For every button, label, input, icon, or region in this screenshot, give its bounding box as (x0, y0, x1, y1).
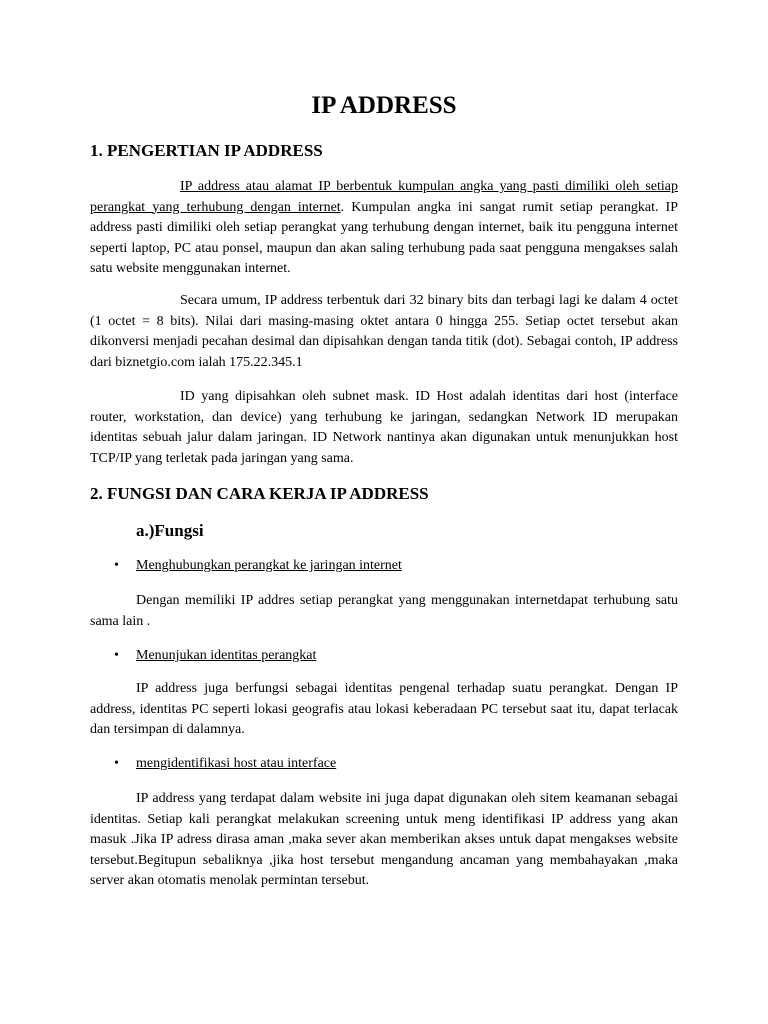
definition-continuation: . Kumpulan angka ini sangat rumit setiap perangkat. IP address pasti dimiliki oleh setiap perangkat yang terhubung dengan internet, baik itu pengguna internet seperti laptop, PC atau ponsel, maupun dan akan saling terhubung pada saat pengguna mengakses salah satu website menggunakan internet. (90, 199, 678, 276)
document-title: IP ADDRESS (311, 92, 457, 119)
bullet-icon: • (114, 756, 119, 771)
bullet-label: Menunjukan identitas perangkat (136, 648, 317, 663)
section-heading-pengertian: 1. PENGERTIAN IP ADDRESS (90, 141, 323, 160)
list-item (114, 646, 316, 666)
section-heading-fungsi: 2. FUNGSI DAN CARA KERJA IP ADDRESS (90, 484, 429, 503)
subheading-fungsi: a.)Fungsi (136, 521, 204, 540)
paragraph-ip-structure: Secara umum, IP address terbentuk dari 32 binary bits dan terbagi lagi ke dalam 4 octet (1 octet = 8 bits). Nilai dari masing-masing oktet antara 0 hingga 255. Setiap octet tersebut akan dikonversi menjadi pecahan desimal dan dipisahkan dengan tanda titik (dot). Sebagai contoh, IP address dari biznetgio.com ialah 175.22.345.1 (90, 293, 678, 370)
paragraph-fungsi-3: IP address yang terdapat dalam website ini juga dapat digunakan oleh sitem keamanan sebagai identitas. Setiap kali perangkat melakukan screening untuk meng identifikasi IP address yang akan masuk .Jika IP adress dirasa aman ,maka sever akan memberikan akses untuk dapat mengakses website tersebut.Begitupun sebaliknya ,jika host tersebut mengandung ancaman yang membahayakan ,maka server akan otomatis menolak permintan tersebut. (90, 791, 678, 888)
paragraph-fungsi-2: IP address juga berfungsi sebagai identitas pengenal terhadap suatu perangkat. Dengan IP address, identitas PC seperti lokasi geografis atau lokasi keberadaan PC tersebut saat itu, dapat terlacak dan tersimpan di dalamnya. (90, 681, 678, 737)
list-item (114, 556, 402, 576)
paragraph-definition (90, 177, 678, 280)
paragraph-fungsi-1: Dengan memiliki IP addres setiap perangkat yang menggunakan internetdapat terhubung satu sama lain . (90, 593, 678, 629)
underlined-definition: IP address atau alamat IP berbentuk kumpulan angka yang pasti dimiliki oleh setiap perangkat yang terhubung dengan internet (90, 179, 678, 215)
paragraph-host-network-id: ID yang dipisahkan oleh subnet mask. ID Host adalah identitas dari host (interface router, workstation, dan device) yang terhubung ke jaringan, sedangkan Network ID merupakan identitas sebuah jalur dalam jaringan. ID Network nantinya akan digunakan untuk menunjukkan host TCP/IP yang terletak pada jaringan yang sama. (90, 389, 678, 466)
list-item (114, 754, 336, 774)
bullet-label: mengidentifikasi host atau interface (136, 756, 337, 771)
bullet-icon: • (114, 558, 119, 573)
bullet-icon: • (114, 648, 119, 663)
bullet-label: Menghubungkan perangkat ke jaringan internet (136, 558, 402, 573)
